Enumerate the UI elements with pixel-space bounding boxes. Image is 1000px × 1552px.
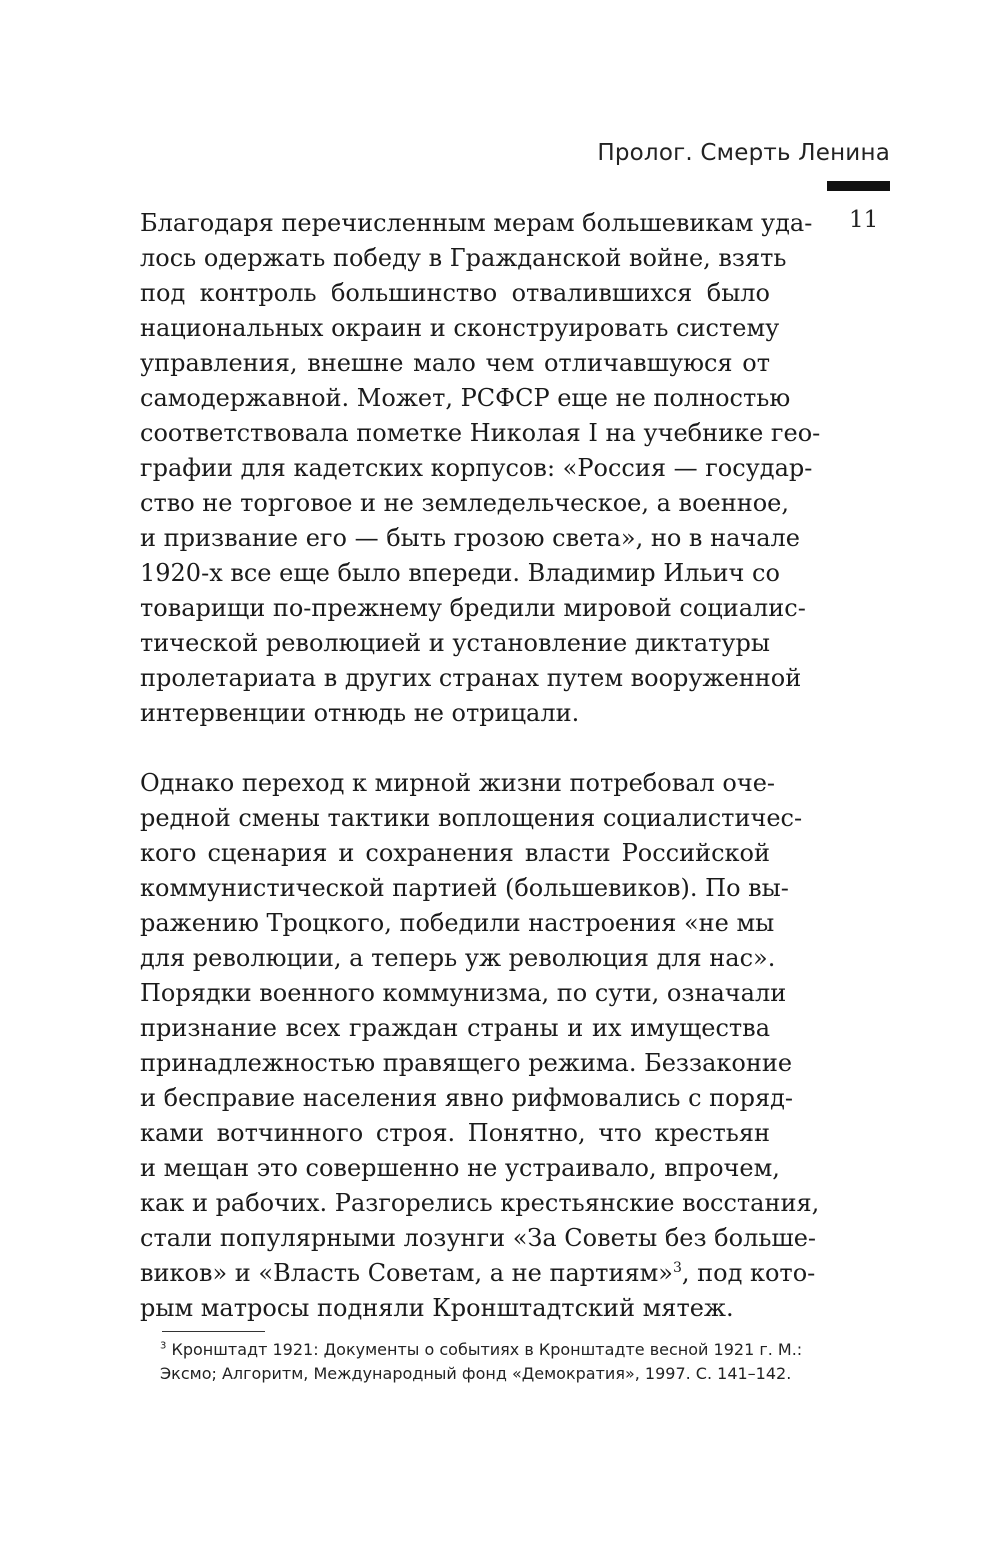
footnote-reference[interactable]: 3	[672, 1260, 682, 1276]
page-number: 11	[849, 207, 879, 233]
paragraph-2	[140, 766, 820, 1326]
text-segment: виков» и «Власть Советам, а не партиям»	[140, 1259, 673, 1287]
text-line: соответствовала пометке Николая I на учебнике гео-	[140, 419, 821, 447]
text-line: коммунистической партией (большевиков). По вы-	[140, 874, 789, 902]
body-text	[140, 206, 821, 1326]
text-line: пролетариата в других странах путем вооруженной	[140, 664, 802, 692]
text-line: под контроль большинство отвалившихся было	[140, 279, 770, 307]
text-line: и мещан это совершенно не устраивало, впрочем,	[140, 1154, 780, 1182]
text-line: 1920-х все еще было впереди. Владимир Ильич со	[140, 559, 780, 587]
text-line: национальных окраин и сконструировать систему	[140, 314, 780, 342]
text-line: принадлежностью правящего режима. Беззаконие	[140, 1049, 793, 1077]
text-line: признание всех граждан страны и их имущества	[140, 1014, 770, 1042]
text-line: лось одержать победу в Гражданской войне, взять	[140, 244, 787, 272]
text-line: и призвание его — быть грозою света», но в начале	[140, 524, 800, 552]
footnote-divider	[162, 1331, 265, 1332]
text-line: ками вотчинного строя. Понятно, что крестьян	[140, 1119, 770, 1147]
text-line: товарищи по-прежнему бредили мировой социалис-	[140, 594, 806, 622]
text-line: управления, внешне мало чем отличавшуюся от	[140, 349, 770, 377]
footnote-line	[160, 1338, 803, 1362]
text-line: кого сценария и сохранения власти Российской	[140, 839, 770, 867]
text-line: Однако переход к мирной жизни потребовал оче-	[140, 769, 776, 797]
text-line: рым матросы подняли Кронштадтский мятеж.	[140, 1294, 734, 1322]
running-head-bar	[827, 181, 890, 191]
footnote-line: Эксмо; Алгоритм, Международный фонд «Демократия», 1997. С. 141–142.	[160, 1364, 792, 1383]
text-line: тической революцией и установление диктатуры	[140, 629, 771, 657]
text-line: ражению Троцкого, победили настроения «не мы	[140, 909, 775, 937]
text-line: графии для кадетских корпусов: «Россия — государ-	[140, 454, 813, 482]
footnote-marker: 3	[160, 1340, 167, 1352]
running-head-title: Пролог. Смерть Ленина	[597, 140, 890, 166]
text-line: самодержавной. Может, РСФСР еще не полностью	[140, 384, 791, 412]
footnote	[160, 1338, 803, 1386]
footnote-text: Кронштадт 1921: Документы о событиях в Кронштадте весной 1921 г. М.:	[171, 1340, 803, 1359]
text-line: стали популярными лозунги «За Советы без больше-	[140, 1224, 817, 1252]
text-segment: , под кото-	[681, 1259, 816, 1287]
text-line: Благодаря перечисленным мерам большевикам уда-	[140, 209, 813, 237]
text-line: как и рабочих. Разгорелись крестьянские восстания,	[140, 1189, 820, 1217]
text-line-with-footnote-ref	[140, 1256, 816, 1291]
paragraph-1	[140, 206, 821, 731]
text-line: интервенции отнюдь не отрицали.	[140, 699, 580, 727]
text-line: Порядки военного коммунизма, по сути, означали	[140, 979, 787, 1007]
text-line: редной смены тактики воплощения социалистичес-	[140, 804, 803, 832]
text-line: для революции, а теперь уж революция для нас».	[140, 944, 776, 972]
text-line: и бесправие населения явно рифмовались с поряд-	[140, 1084, 793, 1112]
text-line: ство не торговое и не земледельческое, а военное,	[140, 489, 789, 517]
